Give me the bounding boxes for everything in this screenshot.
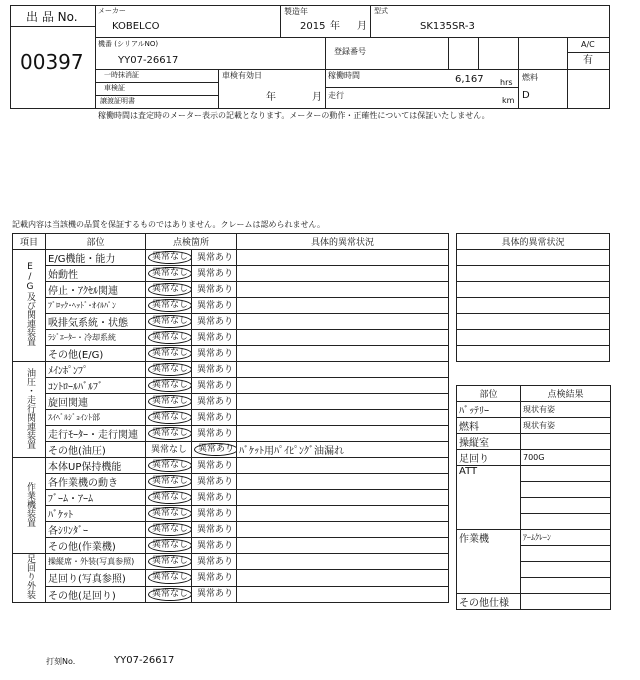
part-cell: 始動性 <box>46 266 146 282</box>
part-cell: ﾗｼﾞｴｰﾀｰ・冷却系統 <box>46 330 146 346</box>
detail-cell <box>237 362 449 378</box>
part-cell: その他(E/G) <box>46 346 146 362</box>
abnormal-cell <box>192 506 237 522</box>
abnormal-cell <box>192 362 237 378</box>
normal-label: 異常なし <box>148 267 192 280</box>
detail-cell <box>237 538 449 554</box>
col-detail: 具体的異常状況 <box>237 234 449 250</box>
abnormal-label: 異常あり <box>197 332 234 343</box>
inspection-row <box>13 442 449 458</box>
abnormal-cell <box>192 458 237 474</box>
abnormal-label: 異常あり <box>197 300 234 311</box>
abnormal-cell <box>192 298 237 314</box>
part-cell: ﾒｲﾝﾎﾟﾝﾌﾟ <box>46 362 146 378</box>
abnormal-cell <box>192 314 237 330</box>
normal-label: 異常なし <box>148 283 192 296</box>
normal-cell <box>146 458 192 474</box>
right-detail-header: 具体的異常状況 <box>457 234 610 250</box>
inspection-row <box>13 378 449 394</box>
abnormal-label: 異常あり <box>197 460 234 471</box>
abnormal-cell <box>192 442 237 458</box>
part-cell: 走行ﾓｰﾀｰ・走行関連 <box>46 426 146 442</box>
part-cell: 本体UP保持機能 <box>46 458 146 474</box>
abnormal-cell <box>192 378 237 394</box>
normal-cell <box>146 538 192 554</box>
detail-cell: ﾊﾞｹｯﾄ用ﾊﾟｲﾋﾟﾝｸﾞ油漏れ <box>237 442 449 458</box>
category-label: 足回り外装 <box>24 554 35 599</box>
results-part: ﾊﾞｯﾃﾘｰ <box>457 402 521 418</box>
normal-cell <box>146 410 192 426</box>
results-col-part: 部位 <box>457 386 521 402</box>
abnormal-label: 異常あり <box>197 268 234 279</box>
detail-cell <box>237 266 449 282</box>
detail-cell <box>237 298 449 314</box>
part-cell: ﾊﾞｹｯﾄ <box>46 506 146 522</box>
abnormal-label: 異常あり <box>197 348 234 359</box>
normal-label: 異常なし <box>148 251 192 264</box>
normal-label: 異常なし <box>148 379 192 392</box>
normal-label: 異常なし <box>148 523 192 536</box>
hours-label: 稼働時間 <box>328 71 360 80</box>
detail-cell <box>237 522 449 538</box>
abnormal-label: 異常あり <box>197 428 234 439</box>
detail-cell <box>237 474 449 490</box>
normal-label: 異常なし <box>148 299 192 312</box>
abnormal-cell <box>192 538 237 554</box>
month-unit: 月 <box>357 21 367 32</box>
abnormal-cell <box>192 426 237 442</box>
normal-label: 異常なし <box>148 411 192 424</box>
transfer-cert-label: 譲渡証明書 <box>100 97 135 105</box>
detail-cell <box>237 410 449 426</box>
inspection-row <box>13 490 449 506</box>
detail-cell <box>237 250 449 266</box>
results-row <box>457 418 611 434</box>
abnormal-cell <box>192 490 237 506</box>
normal-cell <box>146 346 192 362</box>
part-cell: 各作業機の動き <box>46 474 146 490</box>
category-cell <box>13 458 46 554</box>
year-unit: 年 <box>330 21 340 32</box>
serial-value: YY07-26617 <box>118 55 179 66</box>
inspection-row <box>13 570 449 586</box>
normal-label: 異常なし <box>148 459 192 472</box>
abnormal-label: 異常あり <box>197 396 234 407</box>
abnormal-label: 異常あり <box>197 252 234 263</box>
inspection-row <box>13 394 449 410</box>
inspection-row <box>13 474 449 490</box>
inspection-row <box>13 282 449 298</box>
model-label: 型式 <box>374 7 388 15</box>
abnormal-cell <box>192 570 237 586</box>
hours-unit: hrs <box>500 78 513 87</box>
inspection-row <box>13 426 449 442</box>
part-cell: 旋回関連 <box>46 394 146 410</box>
abnormal-cell <box>192 474 237 490</box>
normal-cell <box>146 506 192 522</box>
results-row <box>457 402 611 418</box>
results-part: ATT <box>457 466 521 530</box>
category-cell <box>13 554 46 603</box>
part-cell: 足回り(写真参照) <box>46 570 146 586</box>
part-cell: E/G機能・能力 <box>46 250 146 266</box>
inspection-expiry-label: 車検有効日 <box>222 71 262 80</box>
detail-cell <box>237 394 449 410</box>
results-part: 操縦室 <box>457 434 521 450</box>
detail-cell <box>237 378 449 394</box>
abnormal-label: 異常あり <box>197 508 234 519</box>
detail-cell <box>237 490 449 506</box>
normal-cell <box>146 394 192 410</box>
normal-label: 異常なし <box>148 588 192 601</box>
detail-cell <box>237 346 449 362</box>
abnormal-cell <box>192 554 237 570</box>
normal-cell <box>146 378 192 394</box>
hours-note: 稼働時間は査定時のメーター表示の記載となります。メーターの動作・正確性については保証いたしません。 <box>98 111 490 120</box>
normal-cell <box>146 362 192 378</box>
detail-cell <box>237 314 449 330</box>
right-detail-table <box>456 233 610 362</box>
normal-cell <box>146 250 192 266</box>
normal-label: 異常なし <box>148 395 192 408</box>
part-cell: ﾌﾞｰﾑ・ｱｰﾑ <box>46 490 146 506</box>
part-cell: 吸排気系統・状態 <box>46 314 146 330</box>
abnormal-cell <box>192 250 237 266</box>
detail-cell <box>237 586 449 602</box>
stamp-value: YY07-26617 <box>114 655 175 666</box>
results-row <box>457 530 611 594</box>
normal-cell <box>146 314 192 330</box>
abnormal-cell <box>192 394 237 410</box>
results-value: 現状有姿 <box>521 418 611 434</box>
category-label: 作業機装置 <box>24 481 35 527</box>
detail-cell <box>237 570 449 586</box>
normal-cell <box>146 490 192 506</box>
part-cell: ﾌﾞﾛｯｸ･ﾍｯﾄﾞ･ｵｲﾙﾊﾟﾝ <box>46 298 146 314</box>
ac-label: A/C <box>581 40 595 49</box>
normal-cell <box>146 298 192 314</box>
results-value <box>521 434 611 450</box>
results-row <box>457 594 611 610</box>
category-cell <box>13 250 46 362</box>
part-cell: その他(足回り) <box>46 586 146 602</box>
abnormal-label: 異常あり <box>197 572 234 583</box>
normal-label: 異常なし <box>148 507 192 520</box>
registration-label: 登録番号 <box>334 47 366 56</box>
abnormal-label: 異常あり <box>194 443 237 456</box>
abnormal-cell <box>192 346 237 362</box>
abnormal-label: 異常あり <box>197 476 234 487</box>
temp-permit-label: 一時抹消証 <box>104 71 139 79</box>
normal-cell <box>146 586 192 602</box>
maker-value: KOBELCO <box>112 21 160 32</box>
stamp-label: 打刻No. <box>46 657 76 666</box>
abnormal-cell <box>192 282 237 298</box>
normal-cell <box>146 426 192 442</box>
normal-label: 異常なし <box>148 571 192 584</box>
abnormal-label: 異常あり <box>197 540 234 551</box>
inspection-row <box>13 586 449 602</box>
normal-label: 異常なし <box>148 427 192 440</box>
part-cell: その他(作業機) <box>46 538 146 554</box>
inspection-row <box>13 266 449 282</box>
detail-cell <box>237 458 449 474</box>
normal-cell <box>146 474 192 490</box>
hours-value: 6,167 <box>455 74 484 85</box>
inspection-row <box>13 362 449 378</box>
col-category: 項目 <box>13 234 46 250</box>
abnormal-cell <box>192 266 237 282</box>
abnormal-cell <box>192 410 237 426</box>
abnormal-label: 異常あり <box>197 412 234 423</box>
abnormal-cell <box>192 330 237 346</box>
lot-number: 00397 <box>20 50 84 74</box>
results-part: その他仕様 <box>457 594 521 610</box>
results-row <box>457 450 611 466</box>
results-col-result: 点検結果 <box>521 386 611 402</box>
year-label: 製造年 <box>284 7 308 16</box>
results-part: 燃料 <box>457 418 521 434</box>
inspection-header-row <box>13 234 449 250</box>
abnormal-label: 異常あり <box>197 589 234 600</box>
inspection-row <box>13 346 449 362</box>
normal-label: 異常なし <box>148 331 192 344</box>
category-cell <box>13 362 46 458</box>
normal-cell <box>146 554 192 570</box>
detail-cell <box>237 330 449 346</box>
col-check: 点検箇所 <box>146 234 237 250</box>
category-label: 油圧・走行関連装置 <box>24 367 35 449</box>
part-cell: ｽｲﾍﾞﾙｼﾞｮｲﾝﾄ部 <box>46 410 146 426</box>
detail-cell <box>237 426 449 442</box>
abnormal-label: 異常あり <box>197 284 234 295</box>
inspection-row <box>13 330 449 346</box>
results-table <box>456 385 611 610</box>
normal-label: 異常なし <box>148 363 192 376</box>
inspection-cert-label: 車検証 <box>104 84 125 92</box>
normal-label: 異常なし <box>148 539 192 552</box>
year-value: 2015 <box>300 21 326 32</box>
inspection-row <box>13 298 449 314</box>
abnormal-label: 異常あり <box>197 316 234 327</box>
results-row <box>457 434 611 450</box>
results-header-row <box>457 386 611 402</box>
part-cell: 各ｼﾘﾝﾀﾞｰ <box>46 522 146 538</box>
part-cell: その他(油圧) <box>46 442 146 458</box>
mileage-unit: km <box>502 96 515 105</box>
abnormal-label: 異常あり <box>197 492 234 503</box>
serial-label: 機番 (シリアルNO) <box>98 40 159 48</box>
inspection-row <box>13 314 449 330</box>
category-label: E/G及び関連装置 <box>24 262 35 346</box>
part-cell: ｺﾝﾄﾛｰﾙﾊﾞﾙﾌﾞ <box>46 378 146 394</box>
abnormal-label: 異常あり <box>197 380 234 391</box>
inspection-row <box>13 538 449 554</box>
abnormal-label: 異常あり <box>197 524 234 535</box>
part-cell: 操縦席・外装(写真参照) <box>46 554 146 570</box>
detail-cell <box>237 506 449 522</box>
abnormal-label: 異常あり <box>197 556 234 567</box>
results-row <box>457 466 611 530</box>
normal-cell <box>146 570 192 586</box>
inspection-row <box>13 410 449 426</box>
fuel-label: 燃料 <box>522 73 538 82</box>
inspection-row <box>13 554 449 570</box>
results-part: 作業機 <box>457 530 521 594</box>
normal-cell <box>146 522 192 538</box>
abnormal-cell <box>192 586 237 602</box>
inspection-row <box>13 250 449 266</box>
normal-label: 異常なし <box>151 444 188 455</box>
detail-cell <box>237 282 449 298</box>
normal-label: 異常なし <box>148 315 192 328</box>
results-value: ｱｰﾑｸﾚｰﾝ <box>521 530 610 546</box>
lot-number-label: 出 品 No. <box>26 10 78 24</box>
normal-cell <box>146 330 192 346</box>
part-cell: 停止・ｱｸｾﾙ関連 <box>46 282 146 298</box>
model-value: SK135SR-3 <box>420 21 475 32</box>
ac-value: 有 <box>583 55 593 66</box>
inspection-table <box>12 233 449 603</box>
expiry-year-unit: 年 <box>266 92 276 103</box>
normal-label: 異常なし <box>148 475 192 488</box>
normal-label: 異常なし <box>148 347 192 360</box>
detail-cell <box>237 554 449 570</box>
normal-cell <box>146 282 192 298</box>
abnormal-label: 異常あり <box>197 364 234 375</box>
disclaimer: 記載内容は当該機の品質を保証するものではありません。クレームは認められません。 <box>12 220 325 229</box>
col-part: 部位 <box>46 234 146 250</box>
normal-label: 異常なし <box>148 555 192 568</box>
mileage-label: 走行 <box>328 91 344 100</box>
expiry-month-unit: 月 <box>312 92 322 103</box>
fuel-value: D <box>522 90 530 101</box>
inspection-row <box>13 458 449 474</box>
normal-cell <box>146 266 192 282</box>
normal-label: 異常なし <box>148 491 192 504</box>
abnormal-cell <box>192 522 237 538</box>
inspection-row <box>13 506 449 522</box>
results-value: 700G <box>521 450 611 466</box>
maker-label: メーカー <box>98 7 126 15</box>
inspection-row <box>13 522 449 538</box>
results-part: 足回り <box>457 450 521 466</box>
results-value <box>521 594 611 610</box>
results-value: 現状有姿 <box>521 402 611 418</box>
normal-cell <box>146 442 192 458</box>
